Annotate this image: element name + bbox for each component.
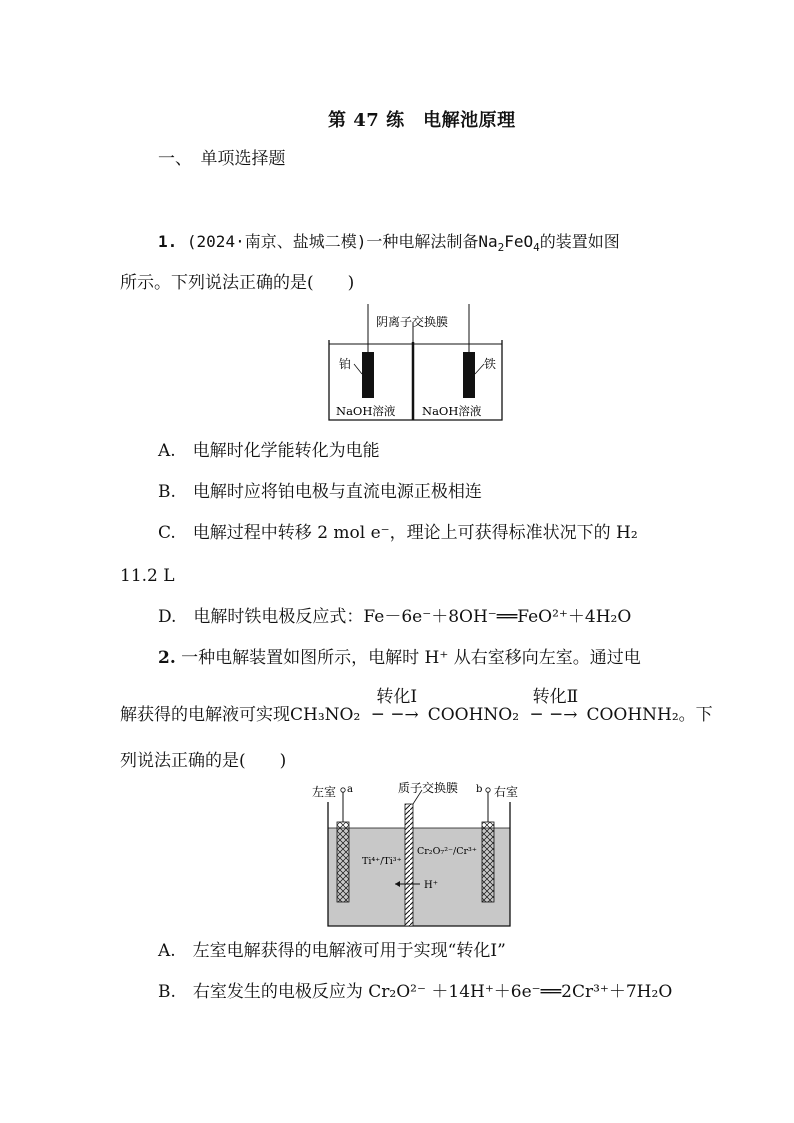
left-redox-couple: Ti⁴⁺/Ti³⁺ bbox=[362, 856, 402, 867]
electrode-a-terminal bbox=[341, 788, 345, 792]
electrolysis-diagram-2 bbox=[310, 780, 526, 930]
right-solution-label: NaOH溶液 bbox=[422, 404, 482, 418]
right-room-label: 右室 bbox=[494, 785, 519, 799]
platinum-label: 铂 bbox=[339, 357, 352, 371]
electrolysis-diagram-1 bbox=[326, 304, 506, 424]
option-b: B. 右室发生的电极反应为 Cr₂O²⁻ ＋14H⁺＋6e⁻══2Cr³⁺＋7H₂O bbox=[158, 982, 673, 1002]
right-redox-couple: Cr₂O₇²⁻/Cr³⁺ bbox=[417, 846, 477, 857]
formula: COOHNO₂ bbox=[427, 705, 520, 725]
formula-subscript: 4 bbox=[533, 241, 540, 255]
question-number: 1. bbox=[158, 232, 178, 251]
platinum-pointer bbox=[354, 364, 362, 374]
arrow-label: 转化Ⅱ bbox=[532, 687, 579, 707]
proton-label: H⁺ bbox=[424, 880, 438, 891]
question-number: 2. bbox=[158, 648, 176, 668]
question-text: 的装置如图 bbox=[539, 232, 620, 251]
option-c-continued: 11.2 L bbox=[120, 566, 175, 586]
reaction-arrow-2: 转化Ⅱ ─ ─→ bbox=[524, 704, 586, 726]
question-1-line2: 所示。下列说法正确的是( ) bbox=[120, 273, 355, 293]
electrode-a-label: a bbox=[347, 784, 353, 795]
question-source: (2024·南京、盐城二模)一种电解法制备 bbox=[186, 232, 479, 251]
option-d: D. 电解时铁电极反应式：Fe－6e⁻＋8OH⁻══FeO²⁺＋4H₂O bbox=[158, 607, 632, 627]
iron-pointer bbox=[475, 364, 484, 374]
question-2-line1 bbox=[158, 647, 641, 669]
option-a: A. 电解时化学能转化为电能 bbox=[158, 441, 380, 461]
option-c: C. 电解过程中转移 2 mol e⁻，理论上可获得标准状况下的 H₂ bbox=[158, 523, 638, 543]
membrane-label: 阴离子交换膜 bbox=[376, 315, 449, 329]
question-1-line1 bbox=[158, 231, 620, 259]
iron-electrode bbox=[463, 352, 475, 398]
page-title: 第 47 练 电解池原理 bbox=[328, 110, 516, 131]
platinum-electrode bbox=[362, 352, 374, 398]
electrode-b-label: b bbox=[476, 784, 483, 795]
reaction-arrow-1: 转化Ⅰ ─ ─→ bbox=[366, 704, 428, 726]
option-a: A. 左室电解获得的电解液可用于实现“转化Ⅰ” bbox=[158, 941, 506, 961]
question-2-line3: 列说法正确的是( ) bbox=[120, 751, 287, 771]
electrode-b-terminal bbox=[486, 788, 490, 792]
formula: COOHNH₂。下 bbox=[586, 705, 713, 725]
option-b: B. 电解时应将铂电极与直流电源正极相连 bbox=[158, 482, 482, 502]
proton-exchange-membrane bbox=[405, 804, 413, 926]
question-text: 一种电解装置如图所示，电解时 H⁺ 从右室移向左室。通过电 bbox=[181, 648, 641, 668]
arrow-label: 转化Ⅰ bbox=[376, 687, 418, 707]
formula: CH₃NO₂ bbox=[290, 705, 361, 725]
left-room-label: 左室 bbox=[312, 785, 337, 799]
question-text: 解获得的电解液可实现 bbox=[120, 705, 290, 725]
question-2-line2 bbox=[120, 687, 713, 726]
electrode-a bbox=[337, 822, 349, 902]
iron-label: 铁 bbox=[484, 357, 497, 371]
formula-part: Na bbox=[478, 232, 498, 251]
formula-subscript: 2 bbox=[497, 241, 505, 255]
left-solution-label: NaOH溶液 bbox=[336, 404, 396, 418]
section-heading: 一、 单项选择题 bbox=[158, 149, 286, 169]
electrode-b bbox=[482, 822, 494, 902]
formula-part: FeO bbox=[504, 232, 534, 251]
membrane-label: 质子交换膜 bbox=[398, 781, 459, 795]
